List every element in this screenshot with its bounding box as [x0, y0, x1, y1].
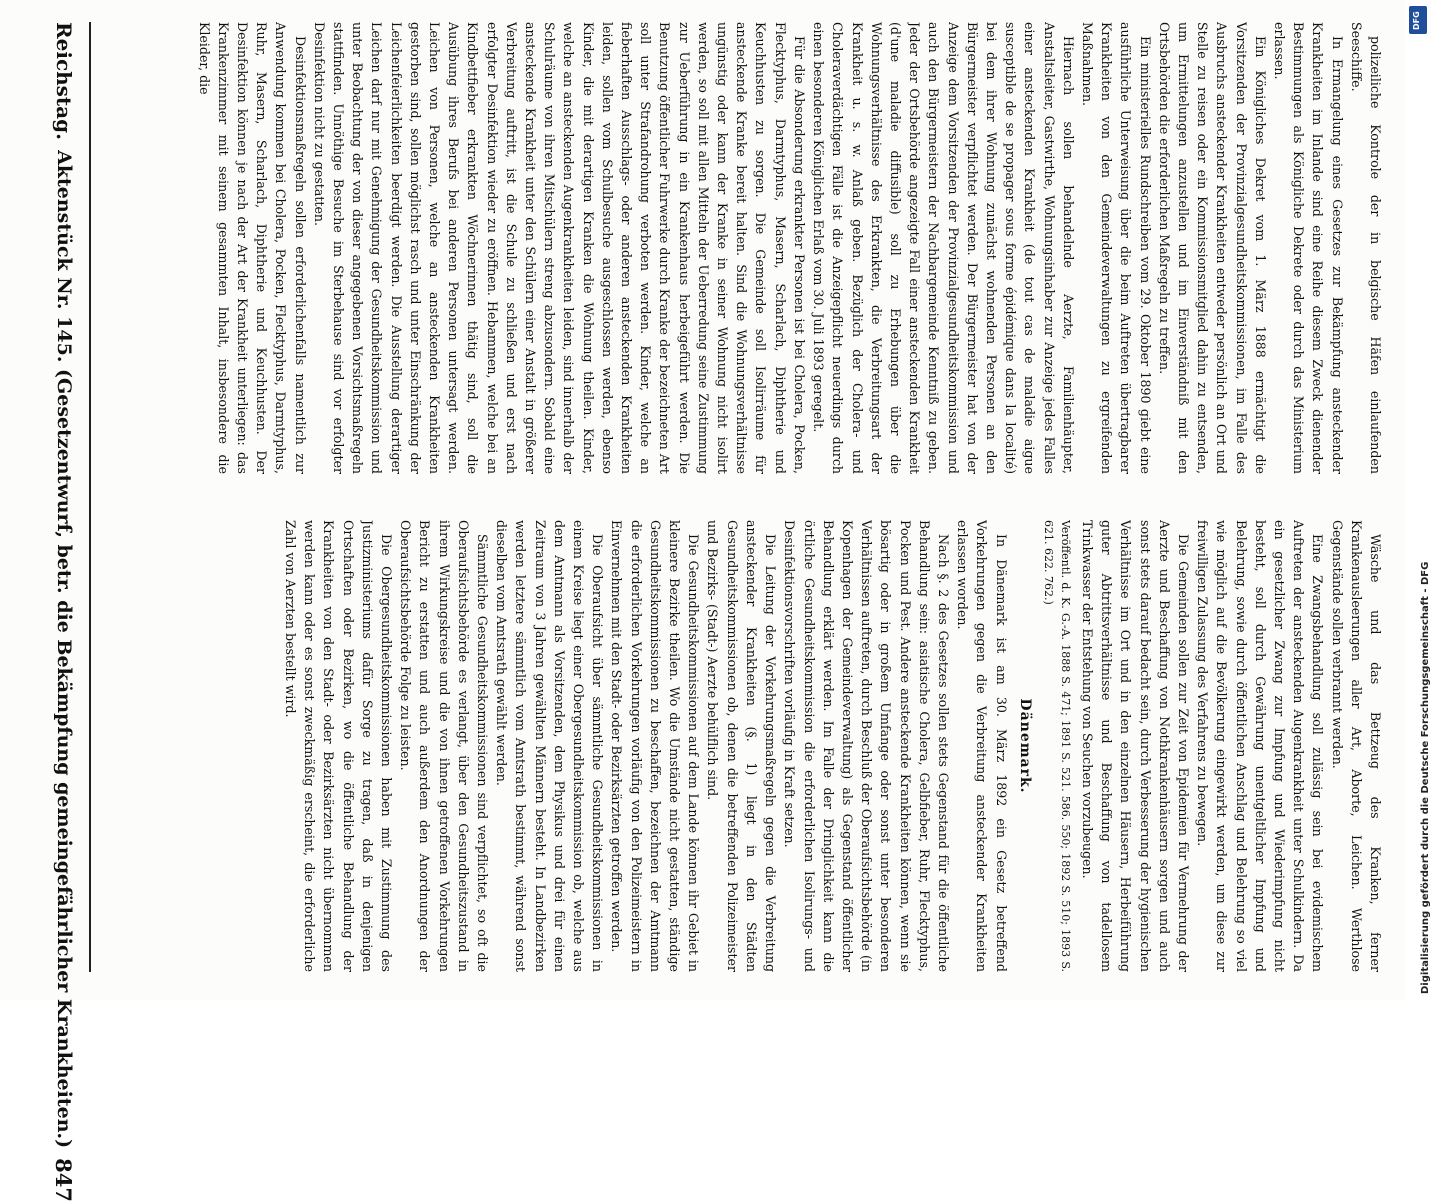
digitization-note: Digitalisierung gefördert durch die Deutsche Forschungsgemeinschaft - DFG — [1420, 561, 1431, 994]
dfg-logo-text: DFG — [1412, 11, 1421, 30]
paragraph: Ein Königliches Dekret vom 1. März 1888 ermächtigt die Vorsitzenden der Provinzialgesundheitskommissionen, im Falle des Ausbruchs ansteckender Krankheiten entweder persönlich an Ort und Stelle zu reisen oder ein Kommissionsmitglied dahin zu entsenden, um Ermittelungen anzustellen und im Einverständniß mit den Ortsbehörden die erforderlichen Maßregeln zu treffen. — [1156, 22, 1268, 474]
paragraph: Die Leitung der Vorkehrungsmaßregeln gegen die Verbreitung ansteckender Krankheiten (§. 1) liegt in den Städten Gesundheitskommissionen ob, denen die betreffenden Polizeimeister und Bezirks- (Stadt-) Aerzte behülflich sind. — [705, 520, 779, 972]
header-rule — [89, 22, 91, 972]
text-column-left — [97, 22, 1385, 474]
header-title: Aktenstück Nr. 145. (Gesetzentwurf, betr. die Bekämpfung gemeingefährlicher Krankheiten.) — [53, 150, 75, 1149]
paragraph: Für die Absonderung erkrankter Personen ist bei Cholera, Pocken, Flecktyphus, Darmtyphus, Masern, Scharlach, Diphtherie und Keuchhusten zu sorgen. Die Gemeinde soll Isolirräume für ansteckende Kranke bereit halten. Sind die Wohnungsverhältnisse ungünstig oder kann der Kranke in seiner Wohnung nicht isolirt werden, so soll mit allen Mitteln der Ueberredung seine Zustimmung zur Ueberführung in ein Krankenhaus herbeigeführt werden. Die Benutzung öffentlicher Fuhrwerke durch Kranke der bezeichneten Art soll unter Strafandrohung verboten werden. Kinder, welche an fieberhaften Ausschlags- oder anderen ansteckenden Krankheiten leiden, sollen vom Schulbesuche ausgeschlossen werden, ebenso Kinder, die mit derartigen Kranken die Wohnung theilen. Kinder, welche an ansteckenden Augenkrankheiten leiden, sind innerhalb der Schulräume von ihren Mitschülern streng abzusondern. Sobald eine ansteckende Krankheit unter den Schülern einer Anstalt in größerer Verbreitung auftritt, ist die Schule zu schließen und erst nach erfolgter Desinfektion wieder zu eröffnen. Hebammen, welche bei an Kindbettfieber erkrankten Wöchnerinnen thätig sind, soll die Ausübung ihres Berufs bei anderen Personen untersagt werden. Leichen von Personen, welche an ansteckenden Krankheiten gestorben sind, sollen möglichst rasch und unter Einschränkung der Leichenfeierlichkeiten beerdigt werden. Die Ausstellung derartiger Leichen darf nur mit Genehmigung der Gesundheitskommission und unter Beobachtung der von dieser angegebenen Vorsichtsmaßregeln stattfinden. Unnöthige Besuche im Sterbehause sind vor erfolgter Desinfektion nicht zu gestatten. — [311, 22, 807, 474]
running-header — [43, 22, 85, 1202]
paragraph: Nach §. 2 des Gesetzes sollen stets Gegenstand für die öffentliche Behandlung sein: asiatische Cholera, Gelbfieber, Ruhr, Flecktyphus, Pocken und Pest. Andere ansteckende Krankheiten können, wenn sie bösartig oder in großem Umfange oder sonst unter besonderen Verhältnissen auftreten, durch Beschluß der Oberaufsichtsbehörde (in Kopenhagen der Gemeindeverwaltung) als Gegenstand öffentlicher Behandlung erklärt werden. Im Falle der Dringlichkeit kann die örtliche Gesundheitskommission die erforderlichen Isolirungs- und Desinfektionsvorschriften vorläufig in Kraft setzen. — [782, 520, 951, 972]
source-reference: Veröffentl. d. K. G.-A. 1888 S. 471; 1891 S. 521. 586. 550; 1892 S. 510; 1893 S. 621. 622. 762.) — [1041, 520, 1072, 972]
paragraph: Die Gesundheitskommissionen auf dem Lande können ihr Gebiet in kleinere Bezirke theilen. Wo die Umstände nicht gestatten, ständige Gesundheitskommissionen zu beschaffen, bezeichnen der Amtmann die erforderlichen Vorkehrungen vorläufig von den Polizeimeistern in Einvernehmen mit den Stadt- oder Bezirksärzten getroffen werden. — [609, 520, 702, 972]
paragraph: polizeiliche Kontrole der in belgische Häfen einlaufenden Seeschiffe. — [1348, 22, 1383, 474]
paragraph: In Dänemark ist am 30. März 1892 ein Gesetz betreffend Vorkehrungen gegen die Verbreitung ansteckender Krankheiten erlassen worden. — [955, 520, 1009, 972]
paragraph: Eine Zwangsbehandlung soll zulässig sein bei evidemischem Auftreten der ansteckenden Augenkrankheit unter Schulkindern. Da ein gesetzlicher Zwang zur Impfung und Wiederimpfung nicht besteht, soll durch Gewährung unentgeltlicher Impfung und Belehrung, sowie durch öffentlichen Anschlag und Belehrung so viel wie möglich auf die Bevölkerung eingewirkt werden, um diese zur freiwilligen Zulassung des Verfahrens zu bewegen. — [1195, 520, 1326, 972]
paragraph: Hiernach sollen behandelnde Aerzte, Familienhäupter, Anstaltsleiter, Gastwirthe, Wohnungsinhaber zur Anzeige jedes Falles einer ansteckenden Krankheit (de tout cas de maladie aigue susceptible de se propager sous forme épidémique dans la localité) bei dem ihrer Wohnung zunächst wohnenden Personen an den Bürgermeister verpflichtet werden. Der Bürgermeister hat von der Anzeige dem Vorsitzenden der Provinzialgesundheitskommission und auch den Bürgermeistern der Nachbargemeinde Kenntniß zu geben. Jeder der Ortsbehörde angezeigte Fall einer ansteckenden Krankheit (d'une maladie diffusible) soll zu Erhebungen über die Wohnungsverhältnisse des Erkrankten, die Verbreitungsart der Krankheit u. s. w. Anlaß geben. Bezüglich der Cholera- und Choleraverdächtigen Fälle ist die Anzeigepflicht neuerdings durch einen besonderen Königlichen Erlaß vom 30. Juli 1893 geregelt. — [811, 22, 1076, 474]
paragraph: Sämmtliche Gesundheitskommissionen sind verpflichtet, so oft die Oberaufsichtsbehörde es verlangt, über den Gesundheitszustand in ihrem Wirkungskreise und die von ihnen getroffenen Vorkehrungen Bericht zu erstatten und auch außerdem den Anordnungen der Oberaufsichtsbehörde Folge zu leisten. — [398, 520, 491, 972]
paragraph: In Ermangelung eines Gesetzes zur Bekämpfung ansteckender Krankheiten im Inlande sind eine Reihe diesem Zweck dienender Bestimmungen als Königliche Dekrete oder durch das Ministerium erlassen. — [1271, 22, 1345, 474]
paragraph: Die Oberaufsicht über sämmtliche Gesundheitskommissionen in einem Kreise liegt einer Obergesundheitskommission ob, welche aus dem Amtmann als Vorsitzenden, dem Physikus und drei für einen Zeitraum von 3 Jahren gewählten Männern besteht. In Landbezirken werden letztere sämmtlich vom Amtsrath bestimmt, während sonst dieselben vom Amtsrath gewählt werden. — [494, 520, 606, 972]
dfg-logo — [1409, 6, 1427, 34]
section-title: Dänemark. — [1016, 698, 1033, 794]
paragraph: Ein ministerielles Rundschreiben vom 29. Oktober 1890 giebt eine ausführliche Unterweisung über die beim Auftreten übertragbarer Krankheiten von den Gemeindeverwaltungen zu ergreifenden Maßnahmen. — [1079, 22, 1153, 474]
header-left: Reichstag. — [52, 22, 76, 141]
paragraph: Desinfektionsmaßregeln sollen erforderlichenfalls namentlich zur Anwendung kommen bei Cholera, Pocken, Flecktyphus, Darmtyphus, Ruhr, Masern, Scharlach, Diphtherie und Keuchhusten. Der Desinfektion können je nach der Art der Krankheit unterliegen: das Krankenzimmer mit seinem gesammten Inhalt, insbesondere die Kleider, die — [196, 22, 308, 474]
paragraph: Die Obergesundheitskommissionen haben mit Zustimmung des Justizministeriums dafür Sorge zu tragen, daß in denjenigen Ortschaften oder Bezirken, wo die öffentliche Behandlung der Krankheiten von den Stadt- oder Bezirksärzten nicht übernommen werden kann oder es sonst zweckmäßig erscheint, die erforderliche Zahl von Aerzten bestellt wird. — [283, 520, 395, 972]
text-column-right — [97, 520, 1385, 972]
paragraph: Die Gemeinden sollen zur Zeit von Epidemien für Vermehrung der Aerzte und Beschaffung von Nothkrankenhäusern sorgen und auch sonst stets darauf bedacht sein, durch Verbesserung der hygienischen Verhältnisse im Ort und in den einzelnen Häusern, Herbeiführung guter Abtrittsverhältnisse und Beschaffung von tadellosem Trinkwasser der Entstehung von Seuchen vorzubeugen. — [1079, 520, 1191, 972]
page-number: 847 — [51, 1158, 77, 1202]
paragraph: Wäsche und das Bettzeug des Kranken, ferner Krankenausleerungen aller Art, Aborte, Leichen. Werthlose Gegenstände sollen verbrannt werden. — [1329, 520, 1383, 972]
